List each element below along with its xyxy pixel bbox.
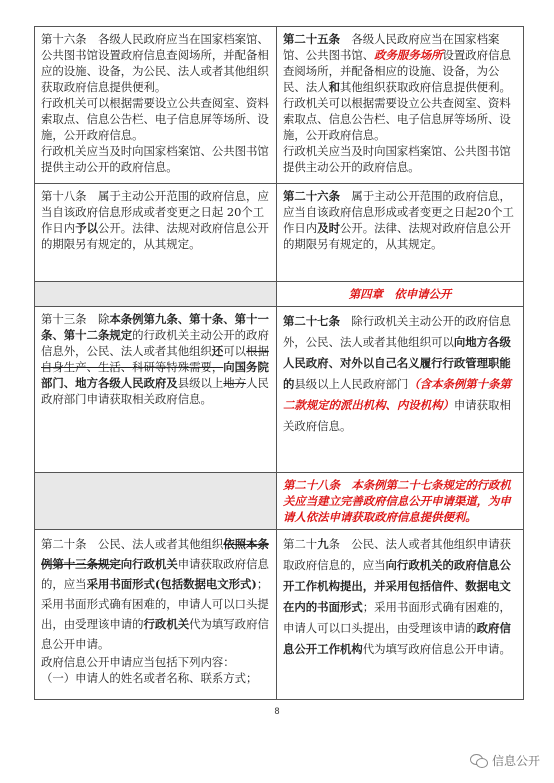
text: 条 公民、法人或者其他组织申请获取政府信息的，应当 xyxy=(283,537,511,572)
text: ；采用书面形式确有困难的，申请人可以口头提出，由受理该申请的 xyxy=(283,600,511,635)
table-row xyxy=(35,473,524,530)
old-article-20 xyxy=(35,530,277,700)
paragraph: 第十六条 各级人民政府应当在国家档案馆、公共图书馆设置政府信息查阅场所，并配备相应的设施、设备，为公民、法人或者其他组织获取政府信息提供便利。 xyxy=(41,32,269,94)
deleted-text: 地方 xyxy=(223,376,247,390)
paragraph xyxy=(41,188,270,252)
new-article-26 xyxy=(277,184,524,282)
text: 的行政机关主动公开的政府信息外，公民、法人或者其他组织 xyxy=(41,328,269,358)
paragraph xyxy=(283,311,517,437)
table-row xyxy=(35,530,524,700)
article-number: 第二十七条 xyxy=(283,314,340,328)
old-article-18 xyxy=(35,184,277,282)
text: ；采用书面形式确有困难的，申请人可以口头提出，由受理该申请的 xyxy=(41,577,269,631)
changed-text: 还 xyxy=(211,344,224,358)
paragraph xyxy=(283,31,517,95)
new-article-28: 第二十八条 本条例第二十七条规定的行政机关应当建立完善政府信息公开申请渠道，为申请人依法申请获取政府信息提供便利。 xyxy=(277,473,524,530)
changed-text: 向行政机关 xyxy=(120,557,178,571)
changed-text: 及时 xyxy=(317,221,340,235)
old-article-16 xyxy=(35,27,277,184)
added-text: 向地方各级人民政府、对外以自己名义履行行政管理职能的 xyxy=(283,335,511,391)
new-article-25 xyxy=(277,27,524,184)
text: 其他组织获取政府信息提供便利。 xyxy=(339,80,511,94)
deleted-text: 依照本条例第十三条规定 xyxy=(41,537,269,571)
text: 除行政机关主动公开的政府信息外，公民、法人或者其他组织可以 xyxy=(283,314,511,349)
text: 可以 xyxy=(223,344,247,358)
paragraph: 政府信息公开申请应当包括下列内容： xyxy=(41,655,235,669)
wechat-icon xyxy=(470,753,488,769)
paragraph xyxy=(41,534,270,654)
changed-text: 向国务院部门、地方各级人民政府及 xyxy=(41,360,269,390)
empty-cell xyxy=(35,473,277,530)
table-row xyxy=(35,282,524,307)
paragraph xyxy=(283,534,517,660)
paragraph: 行政机关应当及时向国家档案馆、公共图书馆提供主动公开的政府信息。 xyxy=(41,144,269,174)
changed-text: 采用书面形式(包括数据电文形式) xyxy=(86,577,257,591)
deleted-text: 根据自身生产、生活、科研等特殊需要， xyxy=(41,344,269,374)
paragraph xyxy=(283,188,517,252)
new-article-27 xyxy=(277,307,524,473)
added-text: 向行政机关的政府信息公开工作机构提出，并采用包括信件、数据电文在内的书面形式 xyxy=(283,558,511,614)
text: 第十三条 除 xyxy=(41,312,110,326)
paragraph: （一）申请人的姓名或者名称、联系方式； xyxy=(41,671,258,685)
comparison-table xyxy=(34,26,524,700)
empty-cell xyxy=(35,282,277,307)
text: 第二十 xyxy=(283,537,318,551)
table-row xyxy=(35,27,524,184)
text: 属于主动公开范围的政府信息，应当自该政府信息形成或者变更之日起 20个工作日内 xyxy=(41,189,269,235)
text: 人民政府部门申请获取相关政府信息。 xyxy=(41,376,269,406)
paragraph xyxy=(41,311,270,407)
paragraph: 行政机关可以根据需要设立公共查阅室、资料索取点、信息公告栏、电子信息屏等场所、设施，公开政府信息。 xyxy=(283,96,511,142)
text: 县级以上人民政府部门 xyxy=(294,377,409,391)
added-text: （含本条例第十条第二款规定的派出机构、内设机构） xyxy=(283,377,511,412)
text: 第二十条 公民、法人或者其他组织 xyxy=(41,537,224,551)
text: 代为填写政府信息公开申请。 xyxy=(362,642,511,656)
table-row xyxy=(35,184,524,282)
new-article-29 xyxy=(277,530,524,700)
changed-text: 行政机关 xyxy=(143,617,190,631)
text: 设置政府信息查阅场所，并配备相应的设施、设备，为公民、法人 xyxy=(283,48,511,94)
article-number: 第十八条 xyxy=(41,189,87,203)
changed-text: 九 xyxy=(317,537,329,551)
table-row xyxy=(35,307,524,473)
changed-text: 予以 xyxy=(75,221,98,235)
paragraph: 行政机关应当及时向国家档案馆、公共图书馆提供主动公开的政府信息。 xyxy=(283,144,511,174)
text: 申请获取政府信息的，应当 xyxy=(41,557,269,591)
text: 各级人民政府应当在国家档案馆、公共图书馆、 xyxy=(283,32,500,62)
added-text: 政务服务场所 xyxy=(374,48,443,62)
changed-text: 政府信息公开工作机构 xyxy=(283,621,511,656)
article-number: 第二十五条 xyxy=(283,32,340,46)
text: 属于主动公开范围的政府信息，应当自该政府信息形成或者变更之日起20个工作日内 xyxy=(283,189,514,235)
text: 代为填写政府信息公开申请。 xyxy=(41,617,269,651)
changed-text: 本条例第九条、第十条、第十一条、第十二条规定 xyxy=(41,312,269,342)
paragraph: 行政机关可以根据需要设立公共查阅室、资料索取点、信息公告栏、电子信息屏等场所、设施，公开政府信息。 xyxy=(41,96,269,142)
old-article-13 xyxy=(35,307,277,473)
article-number: 第二十六条 xyxy=(283,189,340,203)
text: 公开。法律、法规对政府信息公开的期限另有规定的，从其规定。 xyxy=(283,221,511,251)
watermark-text: 信息公开 xyxy=(491,754,540,768)
text: 申请获取相关政府信息。 xyxy=(283,398,511,433)
watermark xyxy=(470,752,540,769)
text: 公开。法律、法规对政府信息公开的期限另有规定的，从其规定。 xyxy=(41,221,269,251)
page-number: 8 xyxy=(274,706,280,716)
chapter-heading: 第四章 依申请公开 xyxy=(277,282,524,307)
changed-text: 和 xyxy=(328,80,340,94)
text: 县级以上 xyxy=(177,376,224,390)
